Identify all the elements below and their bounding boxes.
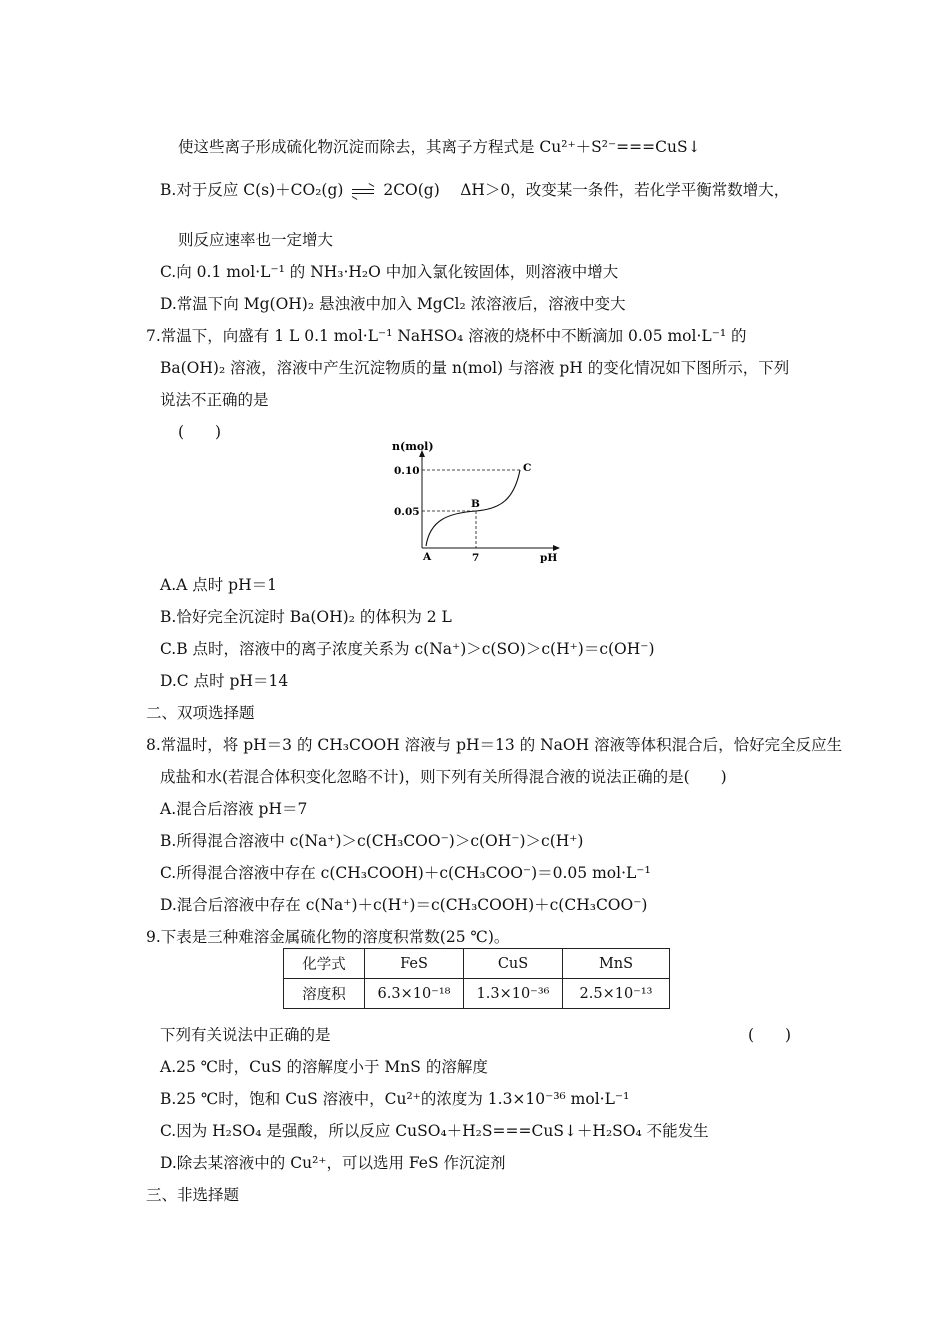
q8-option-c: C.所得混合溶液中存在 c(CH₃COOH)＋c(CH₃COO⁻)＝0.05 mol·L⁻¹ <box>160 864 651 882</box>
q9-option-c: C.因为 H₂SO₄ 是强酸，所以反应 CuSO₄＋H₂S===CuS↓＋H₂SO₄ 不能发生 <box>160 1122 709 1140</box>
q6-option-c: C.向 0.1 mol·L⁻¹ 的 NH₃·H₂O 中加入氯化铵固体，则溶液中增大 <box>160 263 619 281</box>
q7-graph <box>370 440 570 570</box>
q6-option-d: D.常温下向 Mg(OH)₂ 悬浊液中加入 MgCl₂ 浓溶液后，溶液中变大 <box>160 295 626 313</box>
point-a-label: A <box>423 551 432 563</box>
q9-option-d: D.除去某溶液中的 Cu²⁺，可以选用 FeS 作沉淀剂 <box>160 1154 506 1172</box>
x-tick-7: 7 <box>472 552 480 564</box>
y-axis-label: n(mol) <box>392 440 434 453</box>
q8-option-b: B.所得混合溶液中 c(Na⁺)＞c(CH₃COO⁻)＞c(OH⁻)＞c(H⁺) <box>160 832 584 850</box>
q6-option-b <box>160 180 789 201</box>
x-axis-arrow-icon <box>553 545 560 551</box>
q9-answer-paren: ( ) <box>748 1026 792 1044</box>
q8-option-d: D.混合后溶液中存在 c(Na⁺)＋c(H⁺)＝c(CH₃COOH)＋c(CH₃COO⁻) <box>160 896 648 914</box>
q8-option-a: A.混合后溶液 pH＝7 <box>160 800 308 818</box>
table-header-row <box>284 949 670 979</box>
point-c-label: C <box>523 462 532 474</box>
y-tick-010: 0.10 <box>394 465 420 477</box>
q8-stem-line2: 成盐和水(若混合体积变化忽略不计)，则下列有关所得混合液的说法正确的是( ) <box>160 768 727 786</box>
q7-option-a: A.A 点时 pH＝1 <box>160 576 277 594</box>
table-header-cell: CuS <box>464 949 563 979</box>
q9-option-a: A.25 ℃时，CuS 的溶解度小于 MnS 的溶解度 <box>160 1058 488 1076</box>
q8-stem-line1: 8.常温时，将 pH＝3 的 CH₃COOH 溶液与 pH＝13 的 NaOH 溶液等体积混合后，恰好完全反应生 <box>146 736 843 754</box>
table-header-cell: MnS <box>563 949 670 979</box>
reversible-arrow-icon <box>348 181 378 201</box>
q6b-text-post: 2CO(g) ΔH＞0，改变某一条件，若化学平衡常数增大， <box>383 181 790 199</box>
table-cell: 1.3×10⁻³⁶ <box>464 979 563 1009</box>
table-row <box>284 979 670 1009</box>
q7-option-d: D.C 点时 pH＝14 <box>160 672 289 690</box>
section-3-heading: 三、非选择题 <box>146 1186 240 1204</box>
q7-stem-line3: 说法不正确的是 <box>160 391 269 409</box>
q7-stem-line2: Ba(OH)₂ 溶液，溶液中产生沉淀物质的量 n(mol) 与溶液 pH 的变化情况如下图所示，下列 <box>160 359 790 377</box>
q7-stem-line1: 7.常温下，向盛有 1 L 0.1 mol·L⁻¹ NaHSO₄ 溶液的烧杯中不断滴加 0.05 mol·L⁻¹ 的 <box>146 327 747 345</box>
point-b-label: B <box>471 498 480 510</box>
q7-option-b: B.恰好完全沉淀时 Ba(OH)₂ 的体积为 2 L <box>160 608 452 626</box>
table-header-cell: FeS <box>365 949 464 979</box>
q9-stem: 9.下表是三种难溶金属硫化物的溶度积常数(25 ℃)。 <box>146 928 510 946</box>
ksp-table <box>283 948 670 1009</box>
q7-option-c: C.B 点时，溶液中的离子浓度关系为 c(Na⁺)＞c(SO)＞c(H⁺)＝c(OH⁻) <box>160 640 655 658</box>
table-row-label: 溶度积 <box>284 979 365 1009</box>
x-axis-label: pH <box>540 552 558 564</box>
q6b-text-pre: B.对于反应 C(s)＋CO₂(g) <box>160 181 344 199</box>
table-header-cell: 化学式 <box>284 949 365 979</box>
table-cell: 6.3×10⁻¹⁸ <box>365 979 464 1009</box>
q9-question: 下列有关说法中正确的是 <box>160 1026 331 1044</box>
table-cell: 2.5×10⁻¹³ <box>563 979 670 1009</box>
q7-answer-paren: ( ) <box>178 423 222 441</box>
section-2-heading: 二、双项选择题 <box>146 704 255 722</box>
q6a-continuation: 使这些离子形成硫化物沉淀而除去，其离子方程式是 Cu²⁺＋S²⁻===CuS↓ <box>178 138 701 156</box>
q9-option-b: B.25 ℃时，饱和 CuS 溶液中，Cu²⁺的浓度为 1.3×10⁻³⁶ mol·L⁻¹ <box>160 1090 630 1108</box>
y-tick-005: 0.05 <box>394 506 420 518</box>
q6b-line2: 则反应速率也一定增大 <box>178 231 334 249</box>
